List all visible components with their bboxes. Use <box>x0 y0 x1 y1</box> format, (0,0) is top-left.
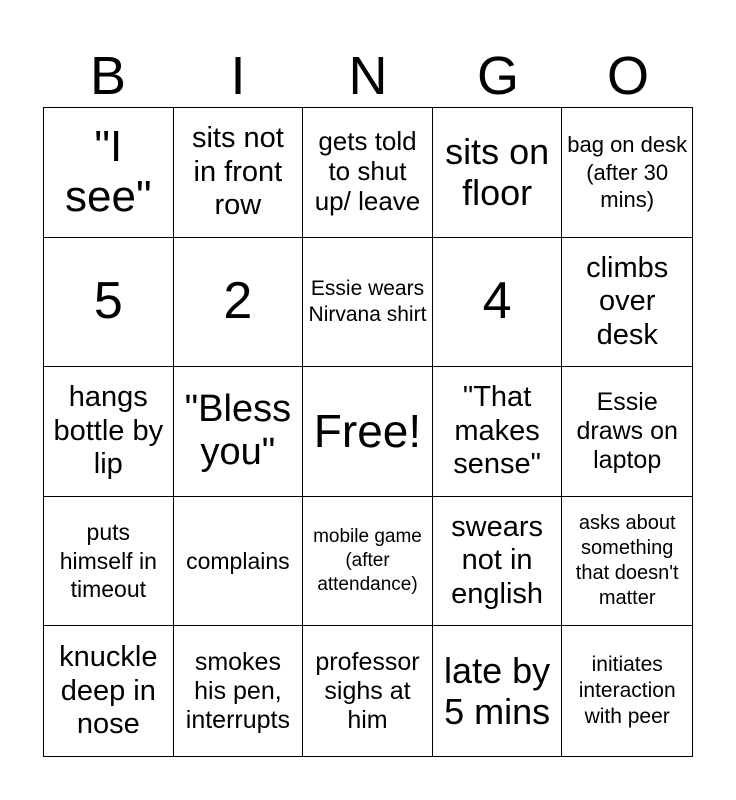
cell-label: initiates interaction with peer <box>578 652 676 729</box>
cell-label: swears not in english <box>451 511 544 610</box>
bingo-cell[interactable] <box>562 626 692 756</box>
bingo-cell[interactable] <box>562 367 692 497</box>
bingo-cell[interactable] <box>44 108 174 238</box>
bingo-cell[interactable] <box>44 367 174 497</box>
cell-label: Free! <box>313 405 422 458</box>
cell-label: "I see" <box>65 121 152 222</box>
bingo-cell[interactable] <box>44 238 174 368</box>
header-letter-n: N <box>348 46 388 106</box>
bingo-cell[interactable] <box>303 626 433 756</box>
cell-label: "That makes sense" <box>453 381 541 481</box>
cell-label: Essie draws on laptop <box>576 388 678 474</box>
bingo-cell[interactable] <box>433 238 563 368</box>
header-letter-b: B <box>89 46 127 106</box>
bingo-cell[interactable] <box>433 497 563 627</box>
cell-label: late by 5 mins <box>444 649 551 733</box>
bingo-cell[interactable] <box>562 238 692 368</box>
bingo-cell[interactable] <box>303 497 433 627</box>
cell-label: mobile game (after attendance) <box>313 526 422 595</box>
cell-label: 5 <box>93 271 123 330</box>
cell-label: puts himself in timeout <box>59 518 157 603</box>
cell-label: smokes his pen, interrupts <box>185 648 290 734</box>
cell-label: hangs bottle by lip <box>53 381 164 481</box>
cell-label: gets told to shut up/ leave <box>314 126 421 217</box>
cell-label: climbs over desk <box>586 251 669 351</box>
bingo-cell[interactable] <box>433 626 563 756</box>
cell-label: sits not in front row <box>191 122 284 221</box>
cell-label: professor sighs at him <box>315 648 420 734</box>
cell-label: 4 <box>482 271 512 330</box>
bingo-cell[interactable] <box>303 238 433 368</box>
bingo-board <box>43 107 693 757</box>
free-space-cell[interactable] <box>303 367 433 497</box>
bingo-cell[interactable] <box>44 497 174 627</box>
bingo-cell[interactable] <box>174 238 304 368</box>
cell-label: asks about something that doesn't matter <box>575 512 679 610</box>
bingo-cell[interactable] <box>562 497 692 627</box>
bingo-cell[interactable] <box>303 108 433 238</box>
bingo-cell[interactable] <box>433 108 563 238</box>
header-letter-o: O <box>606 46 649 106</box>
cell-label: Essie wears Nirvana shirt <box>308 276 427 326</box>
cell-label: sits on floor <box>445 130 550 214</box>
bingo-cell[interactable] <box>174 108 304 238</box>
bingo-cell[interactable] <box>174 626 304 756</box>
header-letter-g: G <box>476 46 519 106</box>
bingo-cell[interactable] <box>174 367 304 497</box>
cell-label: 2 <box>223 271 253 330</box>
bingo-cell[interactable] <box>44 626 174 756</box>
bingo-cell[interactable] <box>174 497 304 627</box>
bingo-cell[interactable] <box>433 367 563 497</box>
cell-label: complains <box>186 547 290 574</box>
cell-label: bag on desk (after 30 mins) <box>567 132 688 213</box>
bingo-header <box>43 46 693 106</box>
cell-label: "Bless you" <box>184 387 292 474</box>
header-letter-i: I <box>230 46 246 106</box>
cell-label: knuckle deep in nose <box>59 641 158 740</box>
bingo-cell[interactable] <box>562 108 692 238</box>
